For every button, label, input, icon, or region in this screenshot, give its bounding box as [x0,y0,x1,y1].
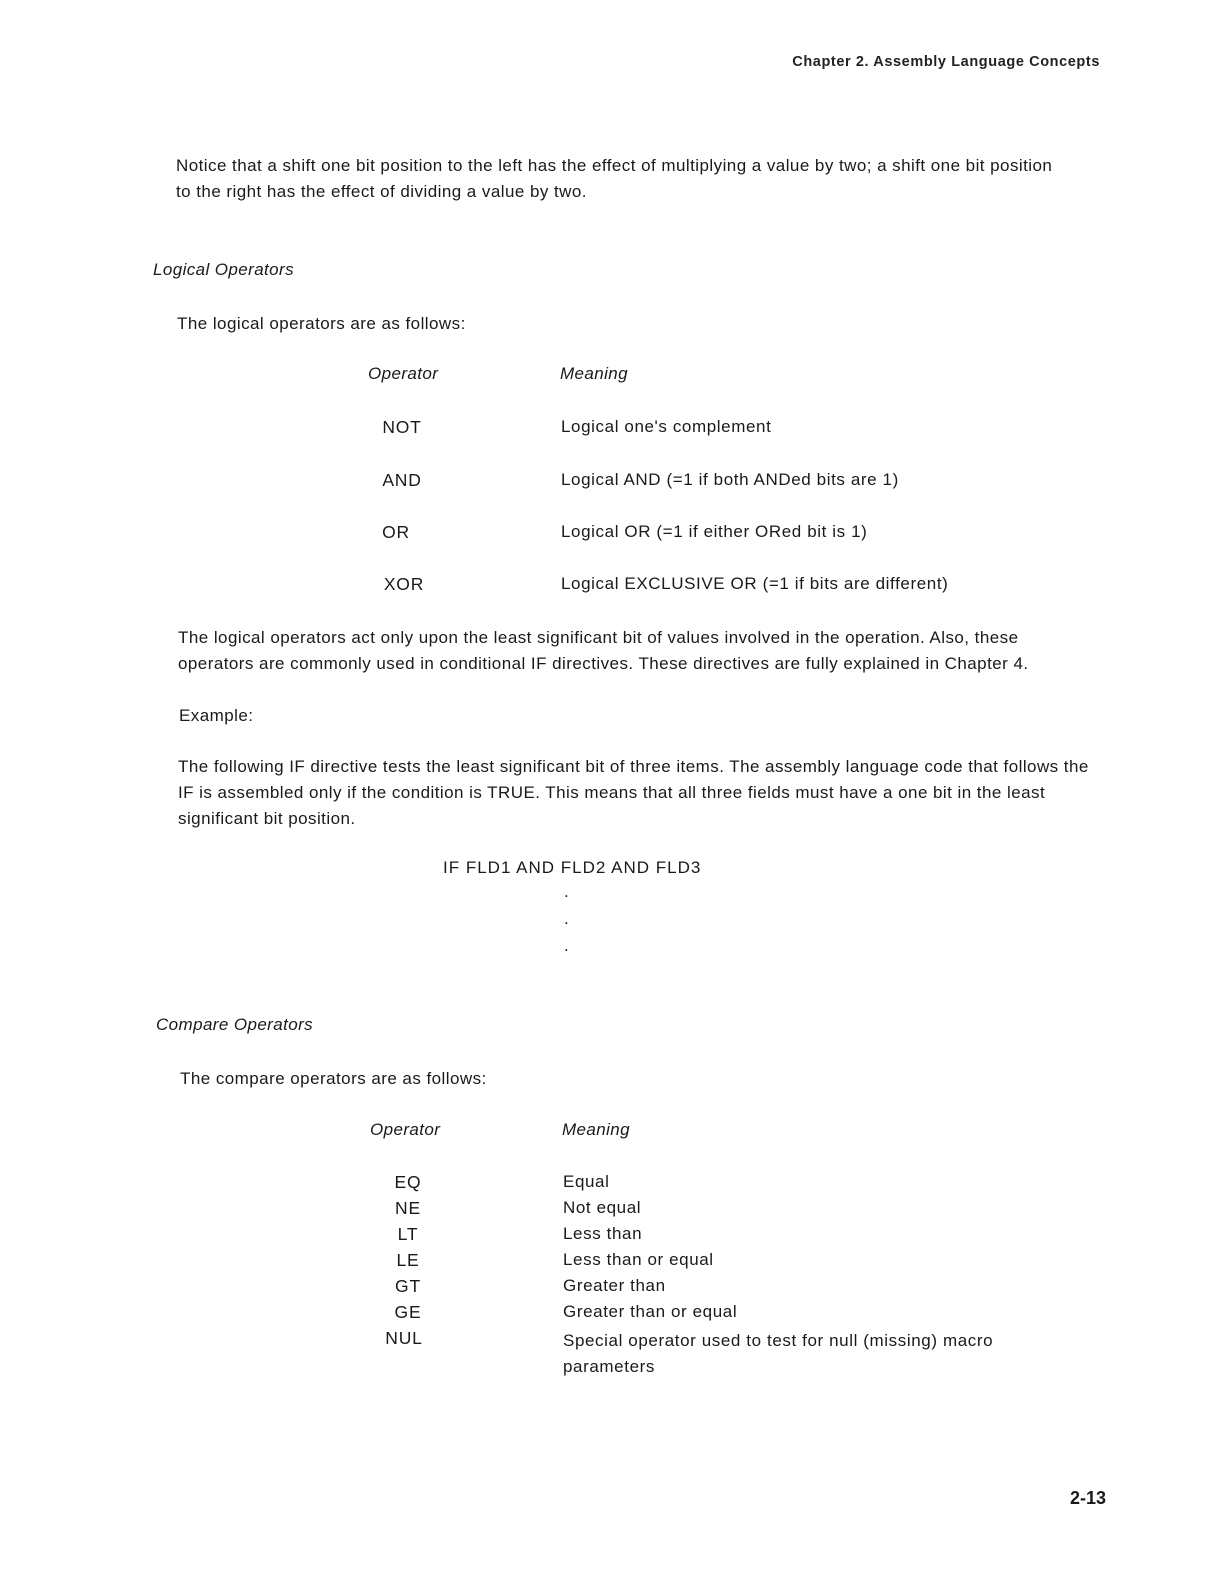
logical-op-xor: XOR [383,574,425,594]
logical-meaning-and: Logical AND (=1 if both ANDed bits are 1) [561,470,899,489]
compare-meaning-ne: Not equal [563,1198,642,1217]
logical-op-not: NOT [382,417,422,437]
compare-col-meaning: Meaning [562,1120,631,1139]
code-if-directive: IF FLD1 AND FLD2 AND FLD3 [443,858,702,877]
logical-op-and: AND [382,470,422,490]
ellipsis-dot-2: . [564,909,569,928]
compare-operators-heading: Compare Operators [156,1015,314,1034]
compare-op-le: LE [396,1250,420,1270]
logical-meaning-xor: Logical EXCLUSIVE OR (=1 if bits are different) [561,574,949,593]
logical-operators-note: The logical operators act only upon the least significant bit of values involved in the operation. Also, these operators are commonly used in conditional IF directives. These directives are fully explained in Chapter 4. [178,628,1029,673]
compare-op-lt: LT [397,1224,419,1244]
compare-meaning-lt: Less than [563,1224,643,1243]
logical-meaning-or: Logical OR (=1 if either ORed bit is 1) [561,522,868,541]
example-text: The following IF directive tests the least significant bit of three items. The assembly language code that follows the IF is assembled only if the condition is TRUE. This means that all three fields must have a one bit in the least significant bit position. [178,757,1089,828]
logical-col-meaning: Meaning [560,364,629,383]
compare-op-ge: GE [394,1302,422,1322]
running-head: Chapter 2. Assembly Language Concepts [792,54,1100,70]
compare-op-ne: NE [395,1198,421,1218]
compare-meaning-le: Less than or equal [563,1250,714,1269]
logical-meaning-not: Logical one's complement [561,417,772,436]
ellipsis-dot-1: . [564,882,569,901]
page-number: 2-13 [1069,1488,1106,1508]
logical-op-or: OR [382,522,410,542]
compare-meaning-nul: Special operator used to test for null (missing) macro parameters [563,1331,994,1376]
compare-meaning-ge: Greater than or equal [563,1302,738,1321]
logical-col-operator: Operator [368,364,439,383]
logical-operators-heading: Logical Operators [153,260,294,279]
compare-op-nul: NUL [385,1328,423,1348]
compare-operators-intro: The compare operators are as follows: [180,1069,487,1088]
compare-meaning-eq: Equal [563,1172,610,1191]
compare-meaning-gt: Greater than [563,1276,666,1295]
ellipsis-dot-3: . [564,936,569,955]
intro-paragraph: Notice that a shift one bit position to the left has the effect of multiplying a value by two; a shift one bit position to the right has the effect of dividing a value by two. [176,156,1053,201]
compare-op-gt: GT [395,1276,421,1296]
logical-operators-intro: The logical operators are as follows: [177,314,466,333]
example-label: Example: [179,706,254,725]
compare-col-operator: Operator [370,1120,441,1139]
compare-op-eq: EQ [394,1172,422,1192]
